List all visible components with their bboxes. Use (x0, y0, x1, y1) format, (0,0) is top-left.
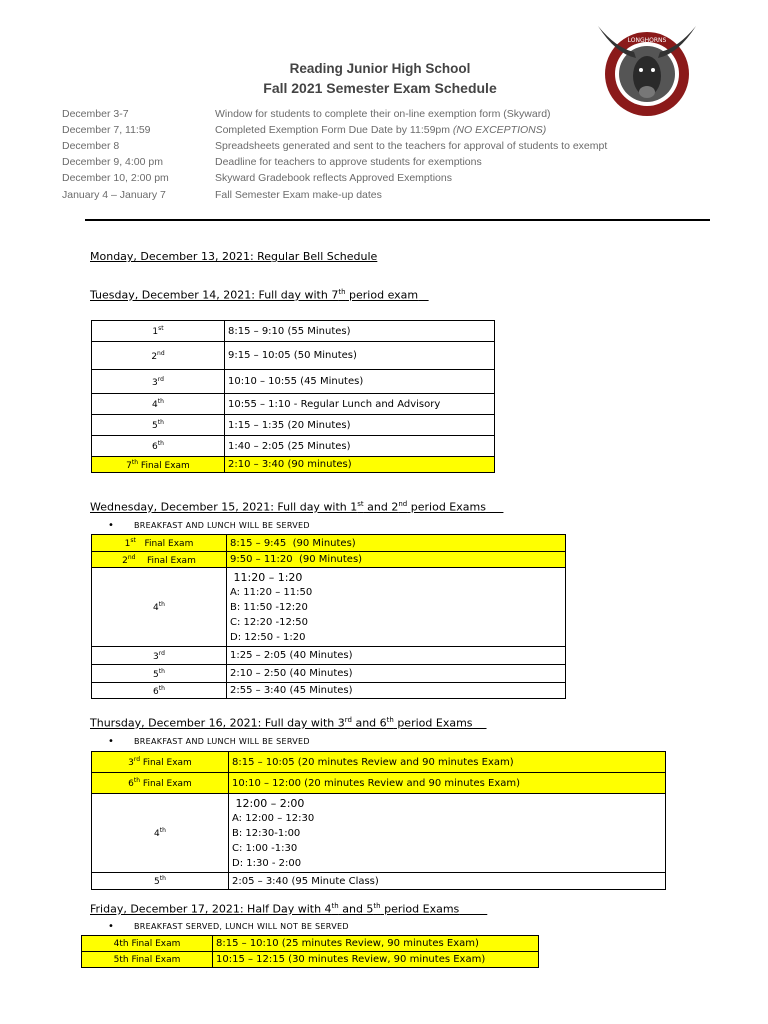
tuesday-schedule-table (91, 320, 495, 473)
schedule-row (92, 568, 566, 647)
schedule-row (92, 794, 666, 873)
friday-schedule-table (81, 935, 539, 968)
time-cell: 2:05 – 3:40 (95 Minute Class) (229, 873, 666, 890)
sub-period: C: 1:00 -1:30 (232, 842, 298, 854)
period-cell: 4th Final Exam (82, 936, 213, 952)
key-date: December 8 (62, 140, 120, 152)
wednesday-heading: Wednesday, December 15, 2021: Full day with 1st and 2nd period Exams (90, 500, 486, 514)
period-cell: 4th (92, 394, 225, 415)
period-cell: 6th Final Exam (92, 773, 229, 794)
sub-period: D: 1:30 - 2:00 (232, 857, 302, 869)
friday-note: • BREAKFAST SERVED, LUNCH WILL NOT BE SERVED (108, 921, 349, 932)
schedule-row (92, 535, 566, 552)
schedule-row (92, 647, 566, 665)
schedule-row (92, 665, 566, 683)
schedule-row (92, 436, 495, 457)
schedule-row (92, 415, 495, 436)
time-cell: 10:10 – 10:55 (45 Minutes) (225, 370, 495, 394)
key-date-description: Deadline for teachers to approve students for exemptions (215, 156, 482, 168)
key-date: December 10, 2:00 pm (62, 172, 169, 184)
period-cell: 5th (92, 665, 227, 683)
schedule-row (92, 773, 666, 794)
sub-period: A: 11:20 – 11:50 (230, 586, 313, 598)
schedule-row (92, 321, 495, 342)
schedule-row (92, 370, 495, 394)
key-date-description: Completed Exemption Form Due Date by 11:59pm (NO EXCEPTIONS) (215, 124, 547, 136)
time-cell: 11:20 – 1:20 A: 11:20 – 11:50 B: 11:50 -12:20 C: 12:20 -12:50 D: 12:50 - 1:20 (227, 568, 566, 647)
time-cell: 2:55 – 3:40 (45 Minutes) (227, 683, 566, 699)
school-logo (596, 18, 698, 120)
logo-text: LONGHORNS (627, 37, 667, 44)
page-title: Fall 2021 Semester Exam Schedule (263, 80, 497, 96)
key-date-description: Fall Semester Exam make-up dates (215, 189, 382, 201)
time-cell: 8:15 – 10:10 (25 minutes Review, 90 minutes Exam) (213, 936, 539, 952)
key-date: December 3-7 (62, 108, 129, 120)
period-cell: 4th (92, 568, 227, 647)
time-cell: 8:15 – 9:45 (90 Minutes) (227, 535, 566, 552)
time-cell: 8:15 – 9:10 (55 Minutes) (225, 321, 495, 342)
time-cell: 2:10 – 3:40 (90 minutes) (225, 457, 495, 473)
period-cell: 7th Final Exam (92, 457, 225, 473)
period-cell: 3rd Final Exam (92, 752, 229, 773)
time-cell: 1:40 – 2:05 (25 Minutes) (225, 436, 495, 457)
schedule-row (92, 873, 666, 890)
period-cell: 5th Final Exam (82, 952, 213, 968)
thursday-schedule-table (91, 751, 666, 890)
period-cell: 3rd (92, 370, 225, 394)
key-date-description: Spreadsheets generated and sent to the teachers for approval of students to exempt (215, 140, 608, 152)
key-date: December 7, 11:59 (62, 124, 151, 136)
time-cell: 1:15 – 1:35 (20 Minutes) (225, 415, 495, 436)
period-cell: 6th (92, 436, 225, 457)
period-cell: 1st Final Exam (92, 535, 227, 552)
schedule-row (92, 752, 666, 773)
period-cell: 4th (92, 794, 229, 873)
period-cell: 5th (92, 873, 229, 890)
wednesday-note: • BREAKFAST AND LUNCH WILL BE SERVED (108, 520, 310, 531)
time-cell: 10:55 – 1:10 - Regular Lunch and Advisory (225, 394, 495, 415)
time-cell: 9:50 – 11:20 (90 Minutes) (227, 552, 566, 568)
key-date: January 4 – January 7 (62, 189, 166, 201)
key-date-description: Window for students to complete their on-line exemption form (Skyward) (215, 108, 551, 120)
time-cell: 9:15 – 10:05 (50 Minutes) (225, 342, 495, 370)
time-cell: 1:25 – 2:05 (40 Minutes) (227, 647, 566, 665)
period-cell: 2nd Final Exam (92, 552, 227, 568)
schedule-row (82, 952, 539, 968)
wednesday-schedule-table (91, 534, 566, 699)
schedule-row (82, 936, 539, 952)
key-date-description: Skyward Gradebook reflects Approved Exemptions (215, 172, 452, 184)
schedule-row (92, 457, 495, 473)
sub-period: B: 12:30-1:00 (232, 827, 301, 839)
monday-heading: Monday, December 13, 2021: Regular Bell Schedule (90, 250, 378, 263)
friday-heading: Friday, December 17, 2021: Half Day with 4th and 5th period Exams (90, 902, 460, 916)
sub-period: D: 12:50 - 1:20 (230, 631, 306, 643)
divider-rule (85, 219, 710, 221)
time-cell: 12:00 – 2:00 A: 12:00 – 12:30 B: 12:30-1:00 C: 1:00 -1:30 D: 1:30 - 2:00 (229, 794, 666, 873)
sub-period: A: 12:00 – 12:30 (232, 812, 315, 824)
sub-period: C: 12:20 -12:50 (230, 616, 308, 628)
school-name: Reading Junior High School (289, 61, 471, 76)
period-cell: 2nd (92, 342, 225, 370)
time-cell: 8:15 – 10:05 (20 minutes Review and 90 minutes Exam) (229, 752, 666, 773)
period-cell: 5th (92, 415, 225, 436)
thursday-note: • BREAKFAST AND LUNCH WILL BE SERVED (108, 736, 310, 747)
key-date: December 9, 4:00 pm (62, 156, 163, 168)
tuesday-heading: Tuesday, December 14, 2021: Full day with 7th period exam (90, 288, 419, 302)
time-cell: 2:10 – 2:50 (40 Minutes) (227, 665, 566, 683)
thursday-heading: Thursday, December 16, 2021: Full day with 3rd and 6th period Exams (90, 716, 473, 730)
period-cell: 3rd (92, 647, 227, 665)
schedule-row (92, 683, 566, 699)
schedule-row (92, 342, 495, 370)
period-cell: 6th (92, 683, 227, 699)
time-cell: 10:15 – 12:15 (30 minutes Review, 90 minutes Exam) (213, 952, 539, 968)
time-cell: 10:10 – 12:00 (20 minutes Review and 90 minutes Exam) (229, 773, 666, 794)
schedule-row (92, 552, 566, 568)
period-cell: 1st (92, 321, 225, 342)
sub-period: B: 11:50 -12:20 (230, 601, 308, 613)
key-date-note: (NO EXCEPTIONS) (452, 124, 547, 136)
schedule-row (92, 394, 495, 415)
